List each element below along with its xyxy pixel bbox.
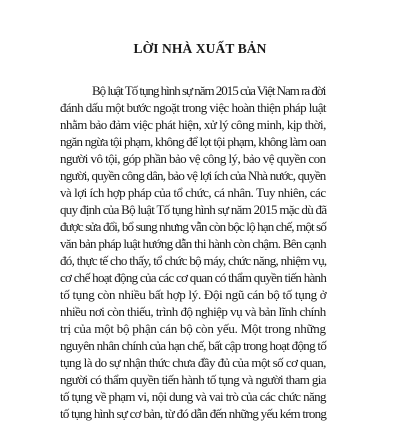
paragraph-line: đó, thực tế cho thấy, tổ chức bộ máy, chức năng, nhiệm vụ, — [60, 253, 327, 268]
paragraph-line: nhiều nơi còn thiếu, trình độ nghiệp vụ và bản lĩnh chính — [60, 304, 326, 319]
paragraph-line: văn bản pháp luật hướng dẫn thi hành còn chậm. Bên cạnh — [60, 236, 326, 251]
page-heading: LỜI NHÀ XUẤT BẢN — [133, 41, 267, 56]
paragraph-line: trị của một bộ phận cán bộ còn yếu. Một trong những — [60, 321, 326, 336]
paragraph-line: tụng là do sự nhận thức chưa đầy đủ của một số cơ quan, — [60, 355, 326, 370]
paragraph-line: người có thẩm quyền tiến hành tố tụng và người tham gia — [60, 372, 326, 387]
paragraph-line: đánh dấu một bước ngoặt trong việc hoàn thiện pháp luật — [60, 100, 326, 115]
paragraph-line: tố tụng hình sự cơ bản, từ đó dẫn đến những yếu kém trong — [60, 406, 327, 421]
paragraph-line: nhằm bảo đảm việc phát hiện, xử lý công minh, kịp thời, — [60, 117, 326, 132]
paragraph-line: Bộ luật Tố tụng hình sự năm 2015 của Việt Nam ra đời — [92, 83, 326, 98]
paragraph-line: nguyên nhân chính của hạn chế, bất cập trong hoạt động tố — [60, 338, 327, 353]
paragraph-line: quy định của Bộ luật Tố tụng hình sự năm 2015 mặc dù đã — [60, 202, 327, 217]
paragraph-line: được sửa đổi, bổ sung nhưng vẫn còn bộc lộ hạn chế, một số — [60, 219, 327, 234]
paragraph-line: tố tụng còn nhiều bất hợp lý. Đội ngũ cán bộ tố tụng ở — [60, 287, 327, 302]
paragraph-line: người vô tội, góp phần bảo vệ công lý, bảo vệ quyền con — [60, 151, 326, 166]
paragraph-line: người, quyền công dân, bảo vệ lợi ích của Nhà nước, quyền — [60, 168, 326, 183]
paragraph-line: và lợi ích hợp pháp của tổ chức, cá nhân. Tuy nhiên, các — [60, 185, 326, 200]
paragraph-line: cơ chế hoạt động của các cơ quan có thẩm quyền tiến hành — [60, 270, 327, 285]
paragraph-line: tố tụng về phạm vi, nội dung và vai trò của các chức năng — [60, 389, 326, 404]
paragraph-line: ngăn ngừa tội phạm, không để lọt tội phạm, không làm oan — [60, 134, 326, 149]
